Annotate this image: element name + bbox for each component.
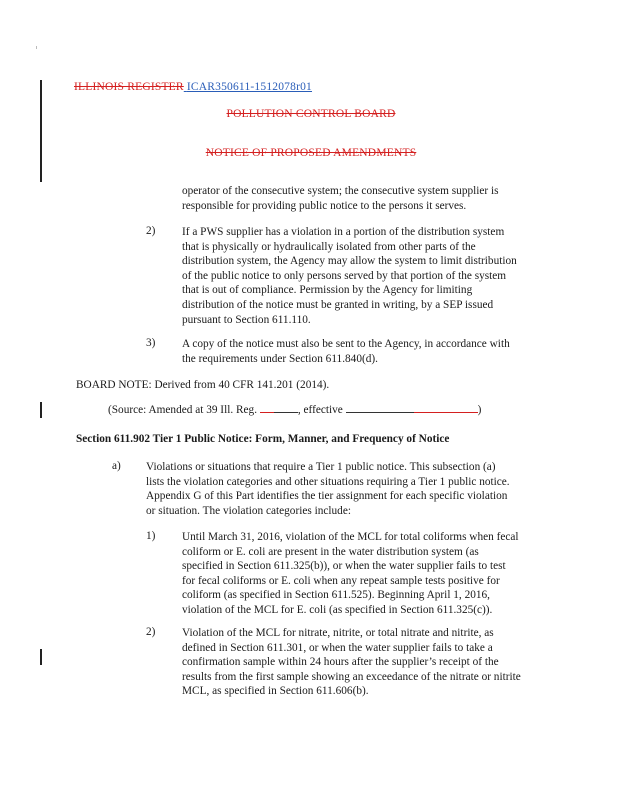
change-bar: [40, 402, 42, 418]
reg-blank: [274, 403, 298, 413]
change-bar: [40, 80, 42, 182]
register-inserted: ICAR350611-1512078r01: [186, 81, 313, 93]
scan-mark: [36, 46, 37, 49]
item-number: 2): [146, 626, 156, 638]
item-text: Until March 31, 2016, violation of the MCL for total coliforms when fecal coliform or E. coli are present in the water distribution system (as specified in Section 611.325(b)), or when the water supplier fails to test for fecal coliforms or E. coli when any repeat sample tests positive for coliform (as specified in Section 611.525). Beginning April 1, 2016, violation of the MCL for E. coli (as specified in Section 611.325(c)).: [182, 531, 519, 616]
subsection-number: a): [112, 460, 121, 472]
deleted-blank: [260, 403, 274, 413]
notice-title: NOTICE OF PROPOSED AMENDMENTS: [205, 147, 417, 159]
continuation-paragraph: operator of the consecutive system; the consecutive system supplier is responsible for providing public notice to the persons it serves.: [182, 185, 499, 212]
subsection-text: Violations or situations that require a Tier 1 public notice. This subsection (a) lists the violation categories and other situations requiring a Tier 1 public notice. Appendix G of this Part identifies the tier assignment for each specific violation or situation. The violation categories include:: [146, 461, 510, 517]
source-line: (Source: Amended at 39 Ill. Reg. , effective ): [108, 404, 482, 416]
effective-blank: [346, 403, 414, 413]
board-name: POLLUTION CONTROL BOARD: [226, 108, 396, 120]
item-number: 2): [146, 225, 156, 237]
board-note: BOARD NOTE: Derived from 40 CFR 141.201 (2014).: [76, 379, 330, 391]
item-number: 1): [146, 530, 156, 542]
register-header: [74, 81, 312, 93]
item-text: A copy of the notice must also be sent to the Agency, in accordance with the requirements under Section 611.840(d).: [182, 338, 510, 365]
deleted-blank: [414, 403, 478, 413]
change-bar: [40, 649, 42, 665]
register-deleted: ILLINOIS REGISTER: [74, 81, 184, 93]
item-text: Violation of the MCL for nitrate, nitrite, or total nitrate and nitrite, as defined in Section 611.301, or when the water supplier fails to take a confirmation sample within 24 hours after the supplier’s receipt of the results from the first sample showing an exceedance of the nitrate or nitrite MCL, as specified in Section 611.606(b).: [182, 627, 521, 698]
item-number: 3): [146, 337, 156, 349]
item-text: If a PWS supplier has a violation in a portion of the distribution system that is physically or hydraulically isolated from other parts of the distribution system, the Agency may allow the system to limit distribution of the public notice to only persons served by that portion of the system that is out of compliance. Permission by the Agency for limiting distribution of the notice must be granted in writing, by a SEP issued pursuant to Section 611.110.: [182, 226, 517, 326]
section-heading: Section 611.902 Tier 1 Public Notice: Form, Manner, and Frequency of Notice: [76, 433, 450, 445]
